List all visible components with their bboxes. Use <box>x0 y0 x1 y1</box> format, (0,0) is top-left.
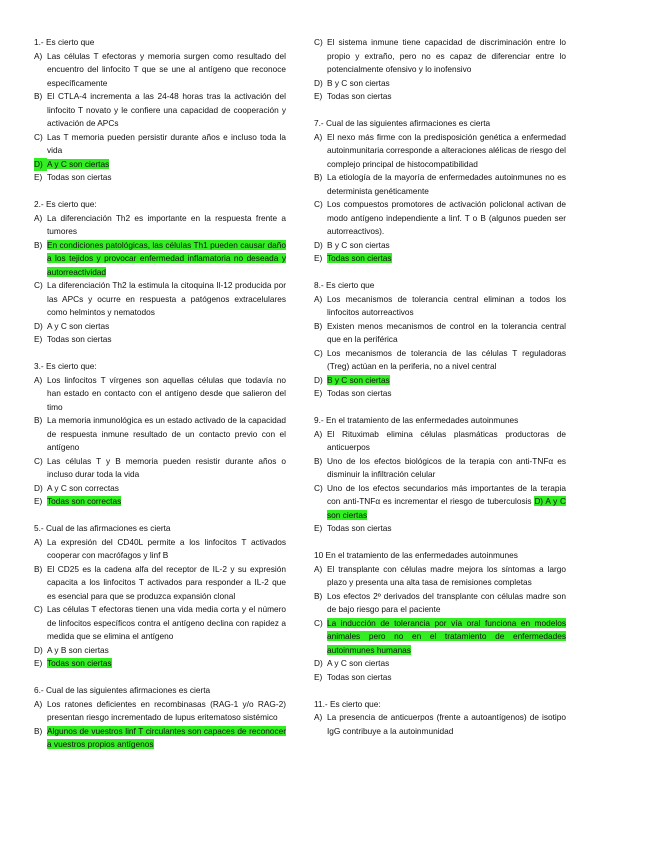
question-title: 11.- Es cierto que: <box>314 698 381 709</box>
option-letter: D) <box>314 374 323 385</box>
option-letter: A) <box>314 563 323 574</box>
option-text: Los compuestos promotores de activación policlonal activan de modo antígeno independiente a linf. T o B (algunos pueden ser autorreactivos). <box>327 199 566 236</box>
question-2 <box>34 198 286 347</box>
highlighted-answer: La inducción de tolerancia por vía oral funciona en modelos animales pero no en el tratamiento de enfermedades autoinmunes humanas <box>327 617 566 655</box>
option-letter: D) <box>34 644 43 655</box>
question-title: 10 En el tratamiento de las enfermedades autoinmunes <box>314 550 518 560</box>
option-text: Las células T efectoras y memoria surgen como resultado del encuentro del linfocito T que se une al antígeno que reconoce específicamente <box>47 50 286 88</box>
option-letter: B) <box>314 455 323 466</box>
question-title: 5.- Cual de las afirmaciones es cierta <box>34 523 171 533</box>
question-6 <box>34 684 286 752</box>
option-b <box>314 320 566 347</box>
option-e <box>314 522 566 536</box>
option-a <box>34 374 286 415</box>
option-text: Los ratones deficientes en recombinasas (RAG-1 y/o RAG-2) presentan riesgo incrementado de lupus eritematoso sistémico <box>47 698 286 722</box>
option-letter: E) <box>314 388 323 398</box>
option-c-highlighted <box>314 617 566 658</box>
option-text <box>47 495 121 509</box>
option-text <box>327 252 392 266</box>
highlighted-answer: B y C son ciertas <box>327 374 390 385</box>
option-letter: C) <box>314 617 323 628</box>
option-c <box>34 603 286 644</box>
option-letter: B) <box>34 91 43 101</box>
question-title: 9.- En el tratamiento de las enfermedades autoinmunes <box>314 415 519 425</box>
question-title: 1.- Es cierto que <box>34 37 95 47</box>
option-b <box>34 414 286 455</box>
option-text: B y C son ciertas <box>327 77 390 88</box>
option-b <box>314 171 566 198</box>
option-e <box>34 171 286 185</box>
question-6-continued <box>314 36 566 104</box>
option-text: La memoria inmunológica es un estado activado de la capacidad de respuesta inmune resultado de un contacto previo con el antígeno <box>47 415 286 452</box>
option-text <box>47 725 286 752</box>
option-a <box>34 698 286 725</box>
option-text: Existen menos mecanismos de control en la tolerancia central que en la periférica <box>327 320 566 344</box>
option-letter: E) <box>34 496 43 506</box>
question-title: 7.- Cual de las siguientes afirmaciones es cierta <box>314 118 491 128</box>
option-e <box>34 333 286 347</box>
option-a <box>314 428 566 455</box>
question-title: 3.- Es cierto que: <box>34 361 97 371</box>
option-text: La diferenciación Th2 es importante en la respuesta frente a tumores <box>47 212 286 236</box>
question-8 <box>314 279 566 401</box>
question-1 <box>34 36 286 185</box>
option-text: El transplante con células madre mejora los síntomas a largo plazo y presenta una alta tasa de remisiones completas <box>327 563 566 587</box>
option-text <box>47 158 109 172</box>
option-letter: E) <box>314 91 323 101</box>
option-letter: A) <box>34 698 43 709</box>
option-text: El Rituximab elimina células plasmáticas productoras de anticuerpos <box>327 428 566 452</box>
option-text: El nexo más firme con la predisposición genética a enfermedad autoinmunitaria corresponde a alteraciones alélicas de riesgo del complejo principal de histocompatibilidad <box>327 131 566 169</box>
option-letter: A) <box>34 50 43 61</box>
right-column <box>314 36 566 752</box>
option-text: A y B son ciertas <box>47 644 109 655</box>
option-b-highlighted <box>34 725 286 752</box>
option-a <box>314 563 566 590</box>
option-e-highlighted <box>314 252 566 266</box>
option-text: Todas son ciertas <box>47 334 112 344</box>
question-10 <box>314 549 566 684</box>
option-text <box>327 617 566 658</box>
option-text: Los mecanismos de tolerancia central eliminan a todos los linfocitos autorreactivos <box>327 293 566 317</box>
option-letter: E) <box>314 253 323 263</box>
option-letter: B) <box>314 320 323 331</box>
highlighted-answer: En condiciones patológicas, las células Th1 pueden causar daño a los tejidos y provocar enfermedad inflamatoria no deseada y autorreactividad <box>47 239 286 277</box>
highlighted-answer: Todas son ciertas <box>47 658 112 668</box>
option-letter: D) <box>34 320 43 331</box>
option-letter: A) <box>314 131 323 142</box>
option-text: La presencia de anticuerpos (frente a autoantígenos) de isotipo IgG contribuye a la autoinmunidad <box>327 712 566 736</box>
option-letter: B) <box>34 415 43 425</box>
option-text: B y C son ciertas <box>327 239 390 250</box>
option-letter: C) <box>34 455 43 466</box>
option-d <box>314 239 566 253</box>
option-letter: C) <box>34 131 43 142</box>
option-b-highlighted <box>34 239 286 280</box>
option-text: El CD25 es la cadena alfa del receptor de IL-2 y su expresión capacita a los linfocitos T activados para responder a IL-2 que es esencial para que se produzca expansión clonal <box>47 563 286 601</box>
option-a <box>34 536 286 563</box>
option-text <box>327 482 566 523</box>
option-text: Los efectos 2º derivados del transplante con células madre son de bajo riesgo para el paciente <box>327 590 566 614</box>
option-letter: C) <box>314 37 323 47</box>
option-c <box>314 198 566 239</box>
option-letter: A) <box>34 536 43 547</box>
option-c <box>314 347 566 374</box>
option-text: La expresión del CD40L permite a los linfocitos T activados cooperar con macrófagos y linf B <box>47 536 286 560</box>
option-letter: B) <box>34 563 43 574</box>
option-letter: E) <box>34 334 43 344</box>
option-letter: A) <box>34 374 43 385</box>
option-d-highlighted <box>34 158 286 172</box>
option-text: Todas son ciertas <box>47 172 112 182</box>
option-text <box>327 374 390 388</box>
option-e <box>314 90 566 104</box>
option-c <box>314 36 566 77</box>
option-text: La etiología de la mayoría de enfermedades autoinmunes no es determinista genéticamente <box>327 172 566 196</box>
option-text: Todas son ciertas <box>327 91 392 101</box>
option-letter: E) <box>34 658 43 668</box>
option-e <box>314 671 566 685</box>
option-text: Todas son ciertas <box>327 671 392 682</box>
question-title: 8.- Es cierto que <box>314 280 375 290</box>
option-letter: A) <box>34 212 43 223</box>
option-text: Los linfocitos T vírgenes son aquellas células que todavía no han estado en contacto con el antígeno desde que salieron del timo <box>47 374 286 412</box>
option-e-highlighted <box>34 495 286 509</box>
option-letter: D) <box>34 158 47 172</box>
question-3 <box>34 360 286 509</box>
option-text <box>47 239 286 280</box>
option-e-highlighted <box>34 657 286 671</box>
option-text: Las T memoria pueden persistir durante años e incluso toda la vida <box>47 131 286 155</box>
option-b <box>314 455 566 482</box>
option-c <box>314 482 566 523</box>
option-text <box>47 657 112 671</box>
option-letter: A) <box>314 712 323 722</box>
question-11 <box>314 698 566 739</box>
option-letter: B) <box>34 725 43 736</box>
option-text: La diferenciación Th2 la estimula la citoquina Il-12 producida por las APCs y ocurre en respuesta a patógenos extracelulares como helmintos y nematodos <box>47 280 286 317</box>
option-letter: C) <box>314 347 323 358</box>
option-text: Las células T y B memoria pueden resistir durante años o incluso durar toda la vida <box>47 455 286 479</box>
left-column <box>34 36 286 765</box>
highlighted-answer: Todas son correctas <box>47 496 122 506</box>
option-a <box>34 212 286 239</box>
option-d <box>34 644 286 658</box>
question-title: 2.- Es cierto que: <box>34 199 97 209</box>
option-letter: A) <box>314 293 323 304</box>
question-title: 6.- Cual de las siguientes afirmaciones es cierta <box>34 685 211 695</box>
option-c <box>34 131 286 158</box>
option-c <box>34 279 286 320</box>
option-b <box>34 90 286 131</box>
option-text: Las células T efectoras tienen una vida media corta y el número de linfocitos específicos contra el antígeno declina con rapidez a medida que se elimina el antígeno <box>47 604 286 641</box>
option-text: Los mecanismos de tolerancia de las células T reguladoras (Treg) actúan en la periferia, no a nivel central <box>327 347 566 371</box>
option-a <box>314 293 566 320</box>
option-letter: D) <box>314 239 323 250</box>
question-5 <box>34 522 286 671</box>
option-letter: B) <box>314 590 323 601</box>
option-letter: D) <box>34 482 43 493</box>
option-letter: C) <box>314 199 323 209</box>
option-a <box>314 131 566 172</box>
option-text: A y C son correctas <box>47 482 119 493</box>
option-b <box>34 563 286 604</box>
option-a <box>314 711 566 738</box>
option-d <box>314 657 566 671</box>
option-d-highlighted <box>314 374 566 388</box>
option-text: Todas son ciertas <box>327 523 392 533</box>
option-a <box>34 50 286 91</box>
option-letter: E) <box>34 172 43 182</box>
question-9 <box>314 414 566 536</box>
option-letter: D) <box>314 658 323 668</box>
option-letter: E) <box>314 523 323 533</box>
option-d <box>314 77 566 91</box>
option-letter: B) <box>314 172 323 182</box>
inline-option-letter: D) <box>534 496 544 506</box>
option-letter: A) <box>314 428 323 439</box>
option-text: Todas son ciertas <box>327 388 392 398</box>
option-e <box>314 387 566 401</box>
option-d <box>34 320 286 334</box>
option-letter: D) <box>314 77 323 88</box>
option-c <box>34 455 286 482</box>
inline-option-text: A y C son ciertas <box>327 496 566 520</box>
option-text: A y C son ciertas <box>47 320 110 331</box>
highlighted-answer: Algunos de vuestros linf T circulantes son capaces de reconocer a vuestros propios antígenos <box>47 725 286 749</box>
question-7 <box>314 117 566 266</box>
option-text: Uno de los efectos biológicos de la terapia con anti-TNFα es disminuir la infiltración celular <box>327 455 566 479</box>
option-d <box>34 482 286 496</box>
option-text: El sistema inmune tiene capacidad de discriminación entre lo propio y extraño, pero no es capaz de diferenciar entre lo potencialmente ofensivo y lo inofensivo <box>327 37 566 74</box>
option-letter: B) <box>34 239 43 250</box>
option-b <box>314 590 566 617</box>
option-letter: C) <box>34 604 43 614</box>
option-letter: C) <box>34 280 43 290</box>
option-letter: E) <box>314 671 323 682</box>
option-c-text: Uno de los efectos secundarios más importantes de la terapia con anti-TNFα es incrementar el riesgo de tuberculosis <box>327 482 566 506</box>
highlighted-answer: A y C son ciertas <box>47 158 110 169</box>
highlighted-answer: Todas son ciertas <box>327 253 392 263</box>
option-letter: C) <box>314 482 323 493</box>
option-text: El CTLA-4 incrementa a las 24-48 horas tras la activación del linfocito T novato y le confiere una capacidad de cooperación y activación de APCs <box>47 91 286 128</box>
option-text: A y C son ciertas <box>327 658 390 668</box>
